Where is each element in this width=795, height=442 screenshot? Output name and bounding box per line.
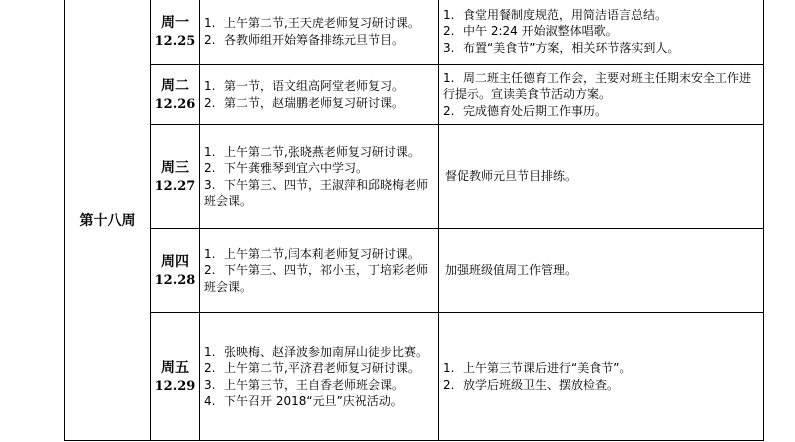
item-number: 2.: [204, 361, 216, 375]
day-row: [65, 0, 764, 65]
weekly-schedule-table: [64, 0, 764, 441]
moral-text: 加强班级值周工作管理。: [445, 263, 578, 278]
list-item: [443, 360, 759, 377]
item-text: 完成德育处后期工作事历。: [463, 103, 608, 118]
item-number: 3.: [443, 40, 455, 55]
item-text: 下午龚雅琴到宜六中学习。: [224, 161, 369, 175]
day-row: [65, 229, 764, 313]
day-name: 周四: [161, 253, 189, 270]
item-number: 2.: [443, 24, 455, 39]
teaching-cell: [200, 0, 439, 65]
moral-cell: [439, 229, 764, 313]
list-item: [443, 7, 759, 24]
list-item: [204, 95, 434, 112]
day-date: 12.26: [154, 96, 196, 112]
list-item: [204, 15, 434, 32]
moral-cell: [439, 313, 764, 441]
moral-text: 督促教师元旦节目排练。: [445, 169, 578, 184]
item-number: 2.: [443, 377, 455, 392]
item-text: 各教师组开始筹备排练元旦节目。: [224, 32, 405, 47]
day-name: 周五: [161, 359, 189, 376]
day-cell: [151, 0, 200, 65]
item-text: 布置“美食节”方案，相关环节落实到人。: [463, 40, 680, 55]
day-row: [65, 125, 764, 229]
item-list: [200, 15, 438, 48]
list-item: [204, 246, 434, 263]
moral-cell: [439, 125, 764, 229]
list-item: [204, 32, 434, 49]
teaching-cell: [200, 125, 439, 229]
day-name: 周一: [161, 14, 189, 31]
list-item: [204, 360, 434, 377]
item-number: 4.: [204, 394, 216, 408]
item-text: 食堂用餐制度规范，用简洁语言总结。: [463, 7, 668, 22]
list-item: [443, 40, 759, 57]
item-number: 1.: [443, 70, 455, 85]
item-number: 1.: [204, 246, 216, 261]
list-item: [443, 23, 759, 40]
item-list: [200, 344, 438, 410]
list-item: [443, 377, 759, 394]
item-number: 2.: [443, 103, 455, 118]
day-name: 周二: [161, 77, 189, 94]
item-text: 第二节，赵瑞鹏老师复习研讨课。: [224, 95, 405, 110]
item-number: 1.: [443, 361, 455, 375]
item-text: 张映梅、赵泽波参加南屏山徒步比赛。: [224, 344, 429, 359]
list-item: [204, 344, 434, 361]
item-number: 3.: [204, 177, 216, 192]
list-item: [204, 160, 434, 177]
item-number: 2.: [204, 32, 216, 47]
teaching-cell: [200, 229, 439, 313]
list-item: [204, 177, 434, 210]
item-text: 放学后班级卫生、摆放检查。: [463, 377, 620, 392]
day-date: 12.27: [154, 178, 196, 194]
item-list: [200, 246, 438, 296]
item-number: 1.: [204, 144, 216, 159]
item-text: 上午第二节,王天虎老师复习研讨课。: [224, 16, 420, 30]
item-number: 2.: [204, 263, 216, 278]
item-number: 2.: [204, 95, 216, 110]
list-item: [443, 103, 759, 120]
item-list: [439, 7, 763, 57]
moral-cell: [439, 65, 764, 125]
teaching-cell: [200, 65, 439, 125]
moral-cell: [439, 0, 764, 65]
item-number: 3.: [204, 377, 216, 392]
day-date: 12.29: [154, 378, 196, 394]
day-cell: [151, 229, 200, 313]
list-item: [204, 393, 434, 410]
item-text: 下午第三、四节，祁小玉，丁培彩老师班会课。: [204, 263, 429, 294]
item-list: [200, 78, 438, 111]
item-text: 上午第二节,闫本莉老师复习研讨课。: [224, 246, 420, 261]
item-text: 上午第三节课后进行“美食节”。: [463, 361, 632, 375]
day-name: 周三: [161, 159, 189, 176]
item-text: 周二班主任德育工作会，主要对班主任期末安全工作进行提示。宣读美食节活动方案。: [443, 70, 752, 102]
day-row: [65, 65, 764, 125]
day-row: [65, 313, 764, 441]
item-text: 上午第三节，王自香老师班会课。: [224, 377, 405, 392]
item-number: 1.: [204, 79, 216, 93]
item-text: 下午第三、四节，王淑萍和邱晓梅老师班会课。: [204, 177, 429, 208]
item-list: [439, 70, 763, 120]
item-text: 上午第二节,平济君老师复习研讨课。: [224, 361, 420, 375]
item-number: 1.: [204, 344, 216, 359]
week-label: 第十八周: [65, 0, 151, 441]
day-date: 12.28: [154, 272, 196, 288]
day-date: 12.25: [154, 33, 196, 49]
item-text: 中午 2:24 开始淑整体唱歌。: [463, 24, 618, 39]
teaching-cell: [200, 313, 439, 441]
item-text: 第一节，语文组高阿堂老师复习。: [224, 79, 405, 93]
list-item: [204, 144, 434, 161]
item-list: [200, 144, 438, 210]
item-number: 2.: [204, 161, 216, 175]
list-item: [204, 377, 434, 394]
item-number: 1.: [204, 16, 216, 30]
item-number: 1.: [443, 7, 455, 22]
list-item: [204, 262, 434, 295]
page-margin: [784, 0, 795, 442]
day-cell: [151, 313, 200, 441]
item-list: [439, 360, 763, 393]
item-text: 下午召开 2018“元旦”庆祝活动。: [224, 394, 403, 408]
day-cell: [151, 65, 200, 125]
list-item: [204, 78, 434, 95]
item-text: 上午第二节,张晓燕老师复习研讨课。: [224, 144, 420, 159]
list-item: [443, 70, 759, 103]
day-cell: [151, 125, 200, 229]
